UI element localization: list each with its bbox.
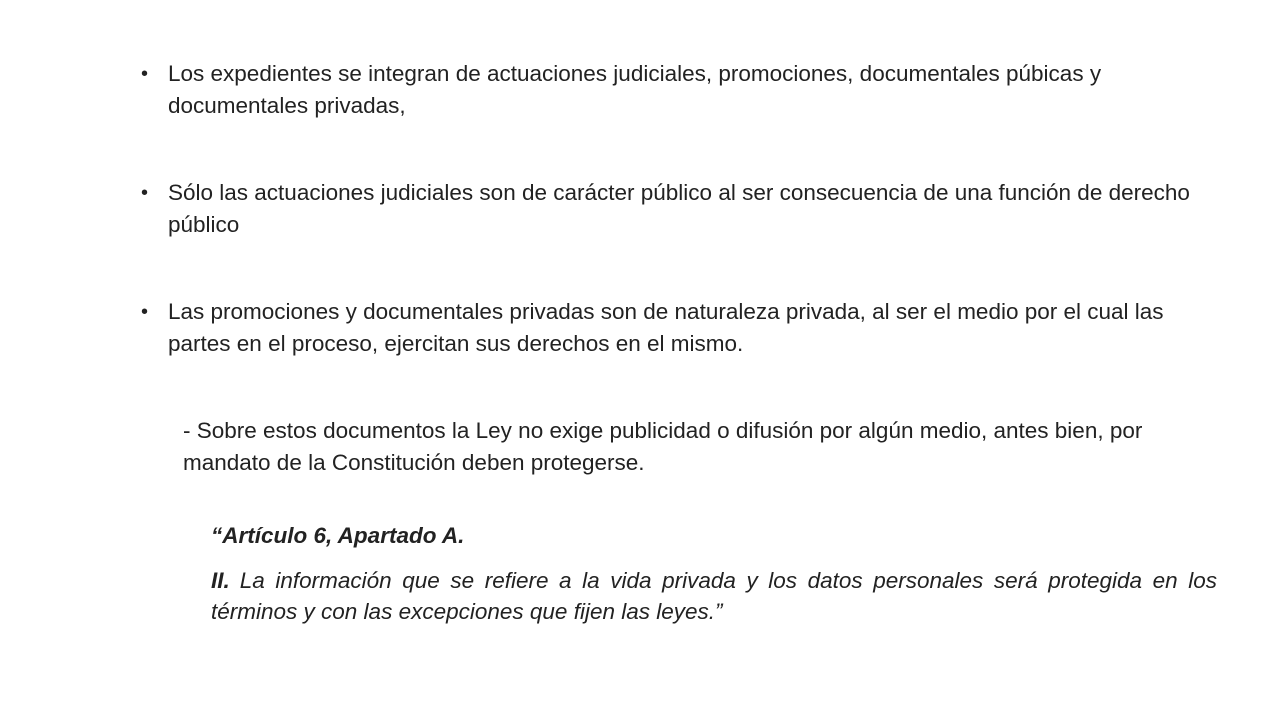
bullet-item	[141, 296, 1231, 360]
bullet-icon: •	[141, 182, 149, 204]
bullet-item	[141, 58, 1231, 122]
quote-numeral: II.	[211, 568, 230, 593]
quote-text: La información que se refiere a la vida privada y los datos personales será protegida en los términos y con las excepciones que fijen las leyes.”	[211, 568, 1217, 624]
bullet-text: Las promociones y documentales privadas son de naturaleza privada, al ser el medio por el cual las partes en el proceso, ejercitan sus derechos en el mismo.	[168, 299, 1164, 356]
quote-body	[211, 565, 1217, 627]
bullet-item	[141, 177, 1231, 241]
sub-note: - Sobre estos documentos la Ley no exige publicidad o difusión por algún medio, antes bien, por mandato de la Constitución deben protegerse.	[183, 418, 1143, 475]
bullet-icon: •	[141, 63, 149, 85]
bullet-icon: •	[141, 301, 149, 323]
bullet-text: Los expedientes se integran de actuaciones judiciales, promociones, documentales púbicas y documentales privadas,	[168, 61, 1102, 118]
quote-heading: “Artículo 6, Apartado A.	[211, 523, 465, 548]
bullet-text: Sólo las actuaciones judiciales son de carácter público al ser consecuencia de una función de derecho público	[168, 180, 1190, 237]
